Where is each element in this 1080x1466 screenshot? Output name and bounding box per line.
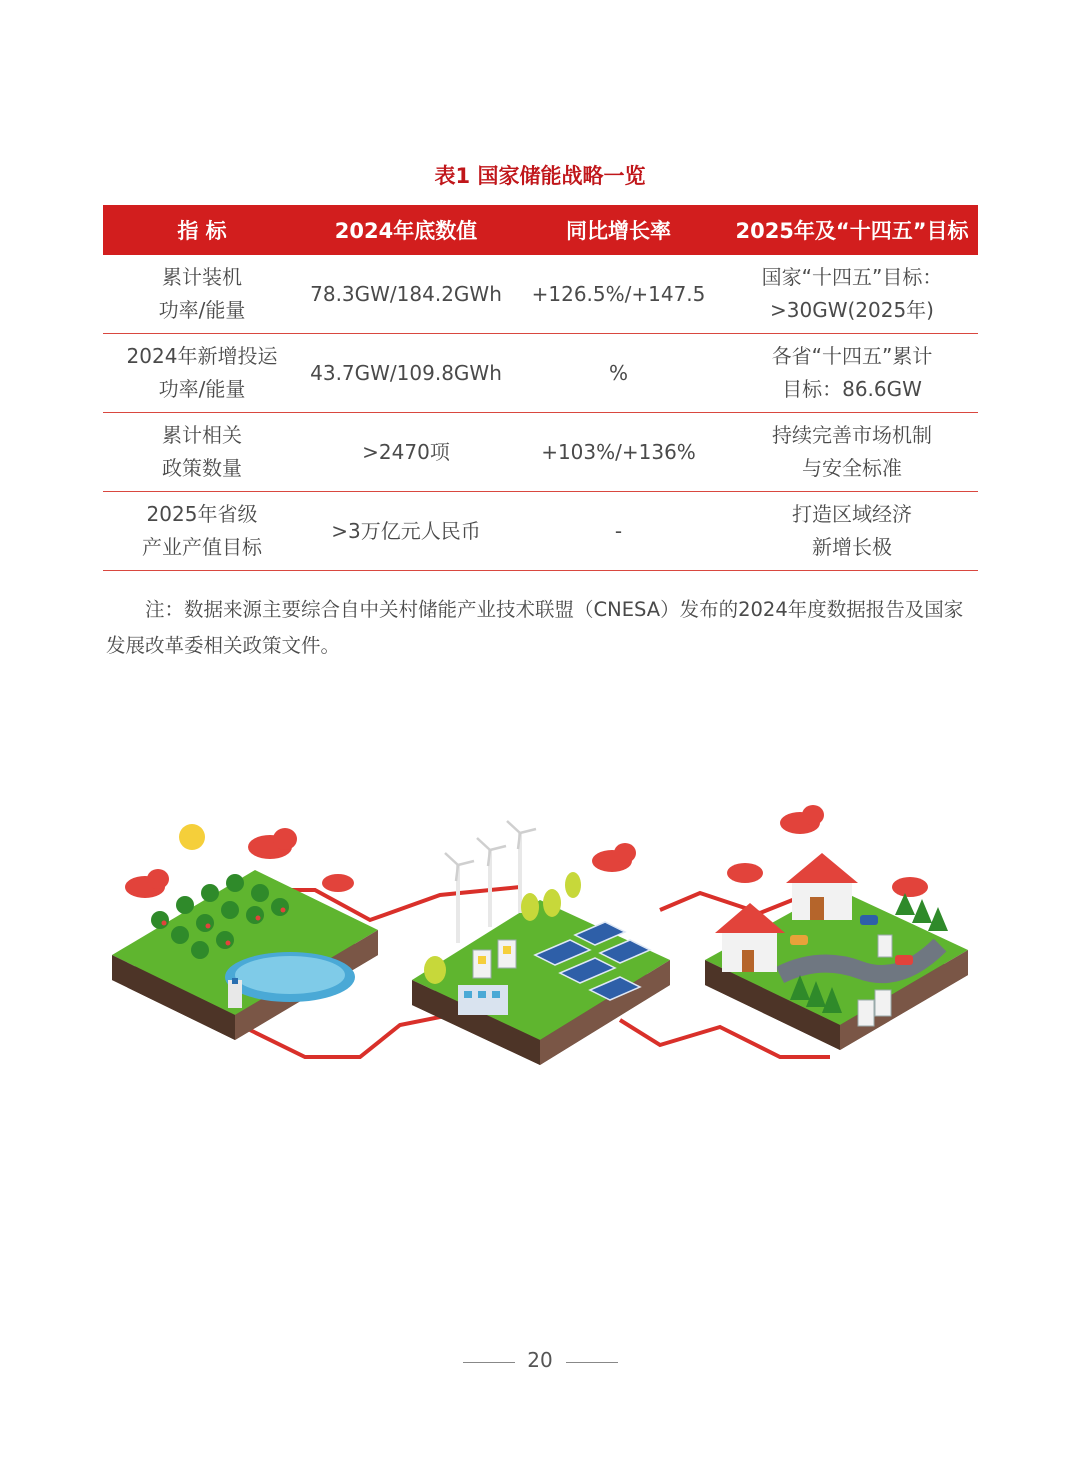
cell-value: >2470项 [301, 413, 511, 492]
cell-growth: % [511, 334, 726, 413]
cell-target: 持续完善市场机制 与安全标准 [726, 413, 978, 492]
source-note: 注：数据来源主要综合自中关村储能产业技术联盟（CNESA）发布的2024年度数据报告及国家发展改革委相关政策文件。 [106, 598, 964, 657]
table-row [103, 492, 978, 571]
cell-target: 打造区域经济 新增长极 [726, 492, 978, 571]
energy-illustration [100, 795, 980, 1085]
cell-indicator: 2025年省级 产业产值目标 [103, 492, 301, 571]
cell-indicator: 累计装机 功率/能量 [103, 255, 301, 334]
sun-icon [179, 824, 205, 850]
header-growth: 同比增长率 [511, 205, 726, 255]
header-indicator: 指 标 [103, 205, 301, 255]
cell-target: 各省“十四五”累计 目标：86.6GW [726, 334, 978, 413]
table-header-row [103, 205, 978, 255]
cell-growth: - [511, 492, 726, 571]
cell-indicator: 累计相关 政策数量 [103, 413, 301, 492]
cell-growth: +126.5%/+147.5 [511, 255, 726, 334]
cell-value: >3万亿元人民币 [301, 492, 511, 571]
page-number: 20 [527, 1348, 553, 1372]
table-row [103, 413, 978, 492]
table-row [103, 334, 978, 413]
strategy-table [103, 205, 978, 571]
header-value: 2024年底数值 [301, 205, 511, 255]
cell-value: 43.7GW/109.8GWh [301, 334, 511, 413]
header-target: 2025年及“十四五”目标 [726, 205, 978, 255]
cell-target: 国家“十四五”目标： >30GW(2025年) [726, 255, 978, 334]
footer-rule-right [566, 1362, 618, 1363]
table-row [103, 255, 978, 334]
cell-value: 78.3GW/184.2GWh [301, 255, 511, 334]
cell-indicator: 2024年新增投运 功率/能量 [103, 334, 301, 413]
page-footer [0, 1348, 1080, 1378]
table-caption: 表1 国家储能战略一览 [434, 164, 646, 188]
cell-growth: +103%/+136% [511, 413, 726, 492]
